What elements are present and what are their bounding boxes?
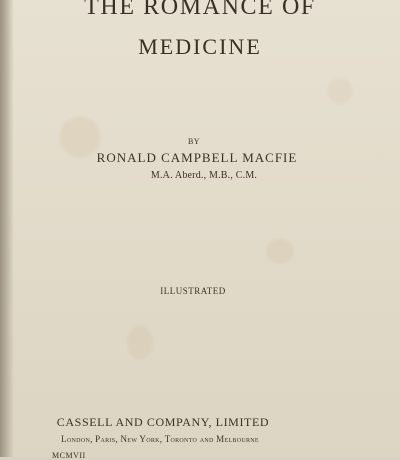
author-credentials: M.A. Aberd., M.B., C.M. — [150, 170, 258, 181]
publisher-cities: London, Paris, New York, Toronto and Melbourne — [61, 434, 259, 444]
by-label: BY — [187, 137, 201, 146]
book-title-line-2: MEDICINE — [138, 34, 262, 59]
publisher-name: CASSELL AND COMPANY, LIMITED — [56, 415, 270, 429]
publication-year: MCMVII — [52, 451, 86, 460]
author-name: RONALD CAMPBELL MACFIE — [96, 150, 298, 165]
book-title-line-1: THE ROMANCE OF — [84, 0, 316, 20]
page-gutter-shadow — [0, 0, 14, 457]
illustrated-label: ILLUSTRATED — [160, 286, 226, 296]
